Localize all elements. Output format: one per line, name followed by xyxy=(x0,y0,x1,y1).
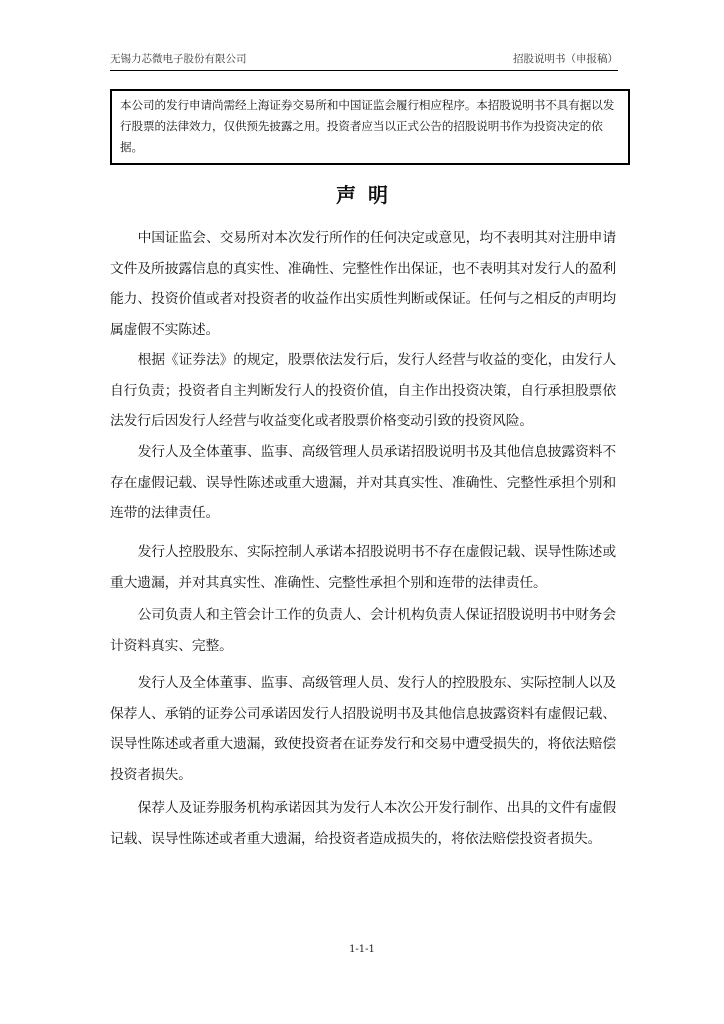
statement-paragraph: 发行人控股股东、实际控制人承诺本招股说明书不存在虚假记载、误导性陈述或重大遗漏，并对其真实性、准确性、完整性承担个别和连带的法律责任。 xyxy=(110,544,616,591)
page-title: 声明 xyxy=(336,183,400,207)
statement-paragraph: 公司负责人和主管会计工作的负责人、会计机构负责人保证招股说明书中财务会计资料真实、完整。 xyxy=(110,607,616,654)
statement-paragraph: 中国证监会、交易所对本次发行所作的任何决定或意见，均不表明其对注册申请文件及所披露信息的真实性、准确性、完整性作出保证，也不表明其对发行人的盈利能力、投资价值或者对投资者的收益作出实质性判断或保证。任何与之相反的声明均属虚假不实陈述。 xyxy=(110,230,616,339)
header-divider xyxy=(110,70,618,71)
statement-paragraph: 发行人及全体董事、监事、高级管理人员、发行人的控股股东、实际控制人以及保荐人、承销的证券公司承诺因发行人招股说明书及其他信息披露资料有虚假记载、误导性陈述或者重大遗漏，致使投资者在证券发行和交易中遭受损失的，将依法赔偿投资者损失。 xyxy=(110,675,616,784)
page-number: 1-1-1 xyxy=(349,944,375,955)
header-company-name: 无锡力芯微电子股份有限公司 xyxy=(110,53,247,65)
statement-paragraph: 保荐人及证券服务机构承诺因其为发行人本次公开发行制作、出具的文件有虚假记载、误导性陈述或者重大遗漏，给投资者造成损失的，将依法赔偿投资者损失。 xyxy=(110,800,616,847)
statement-paragraph: 发行人及全体董事、监事、高级管理人员承诺招股说明书及其他信息披露资料不存在虚假记载、误导性陈述或重大遗漏，并对其真实性、准确性、完整性承担个别和连带的法律责任。 xyxy=(110,444,616,522)
page-header xyxy=(110,50,618,68)
preliminary-disclosure-notice: 本公司的发行申请尚需经上海证券交易所和中国证监会履行相应程序。本招股说明书不具有据以发行股票的法律效力，仅供预先披露之用。投资者应当以正式公告的招股说明书作为投资决定的依据。 xyxy=(110,89,630,165)
statement-paragraph: 根据《证券法》的规定，股票依法发行后，发行人经营与收益的变化，由发行人自行负责；投资者自主判断发行人的投资价值，自主作出投资决策，自行承担股票依法发行后因发行人经营与收益变化或者股票价格变动引致的投资风险。 xyxy=(110,352,616,430)
header-document-type: 招股说明书（申报稿） xyxy=(513,53,618,65)
